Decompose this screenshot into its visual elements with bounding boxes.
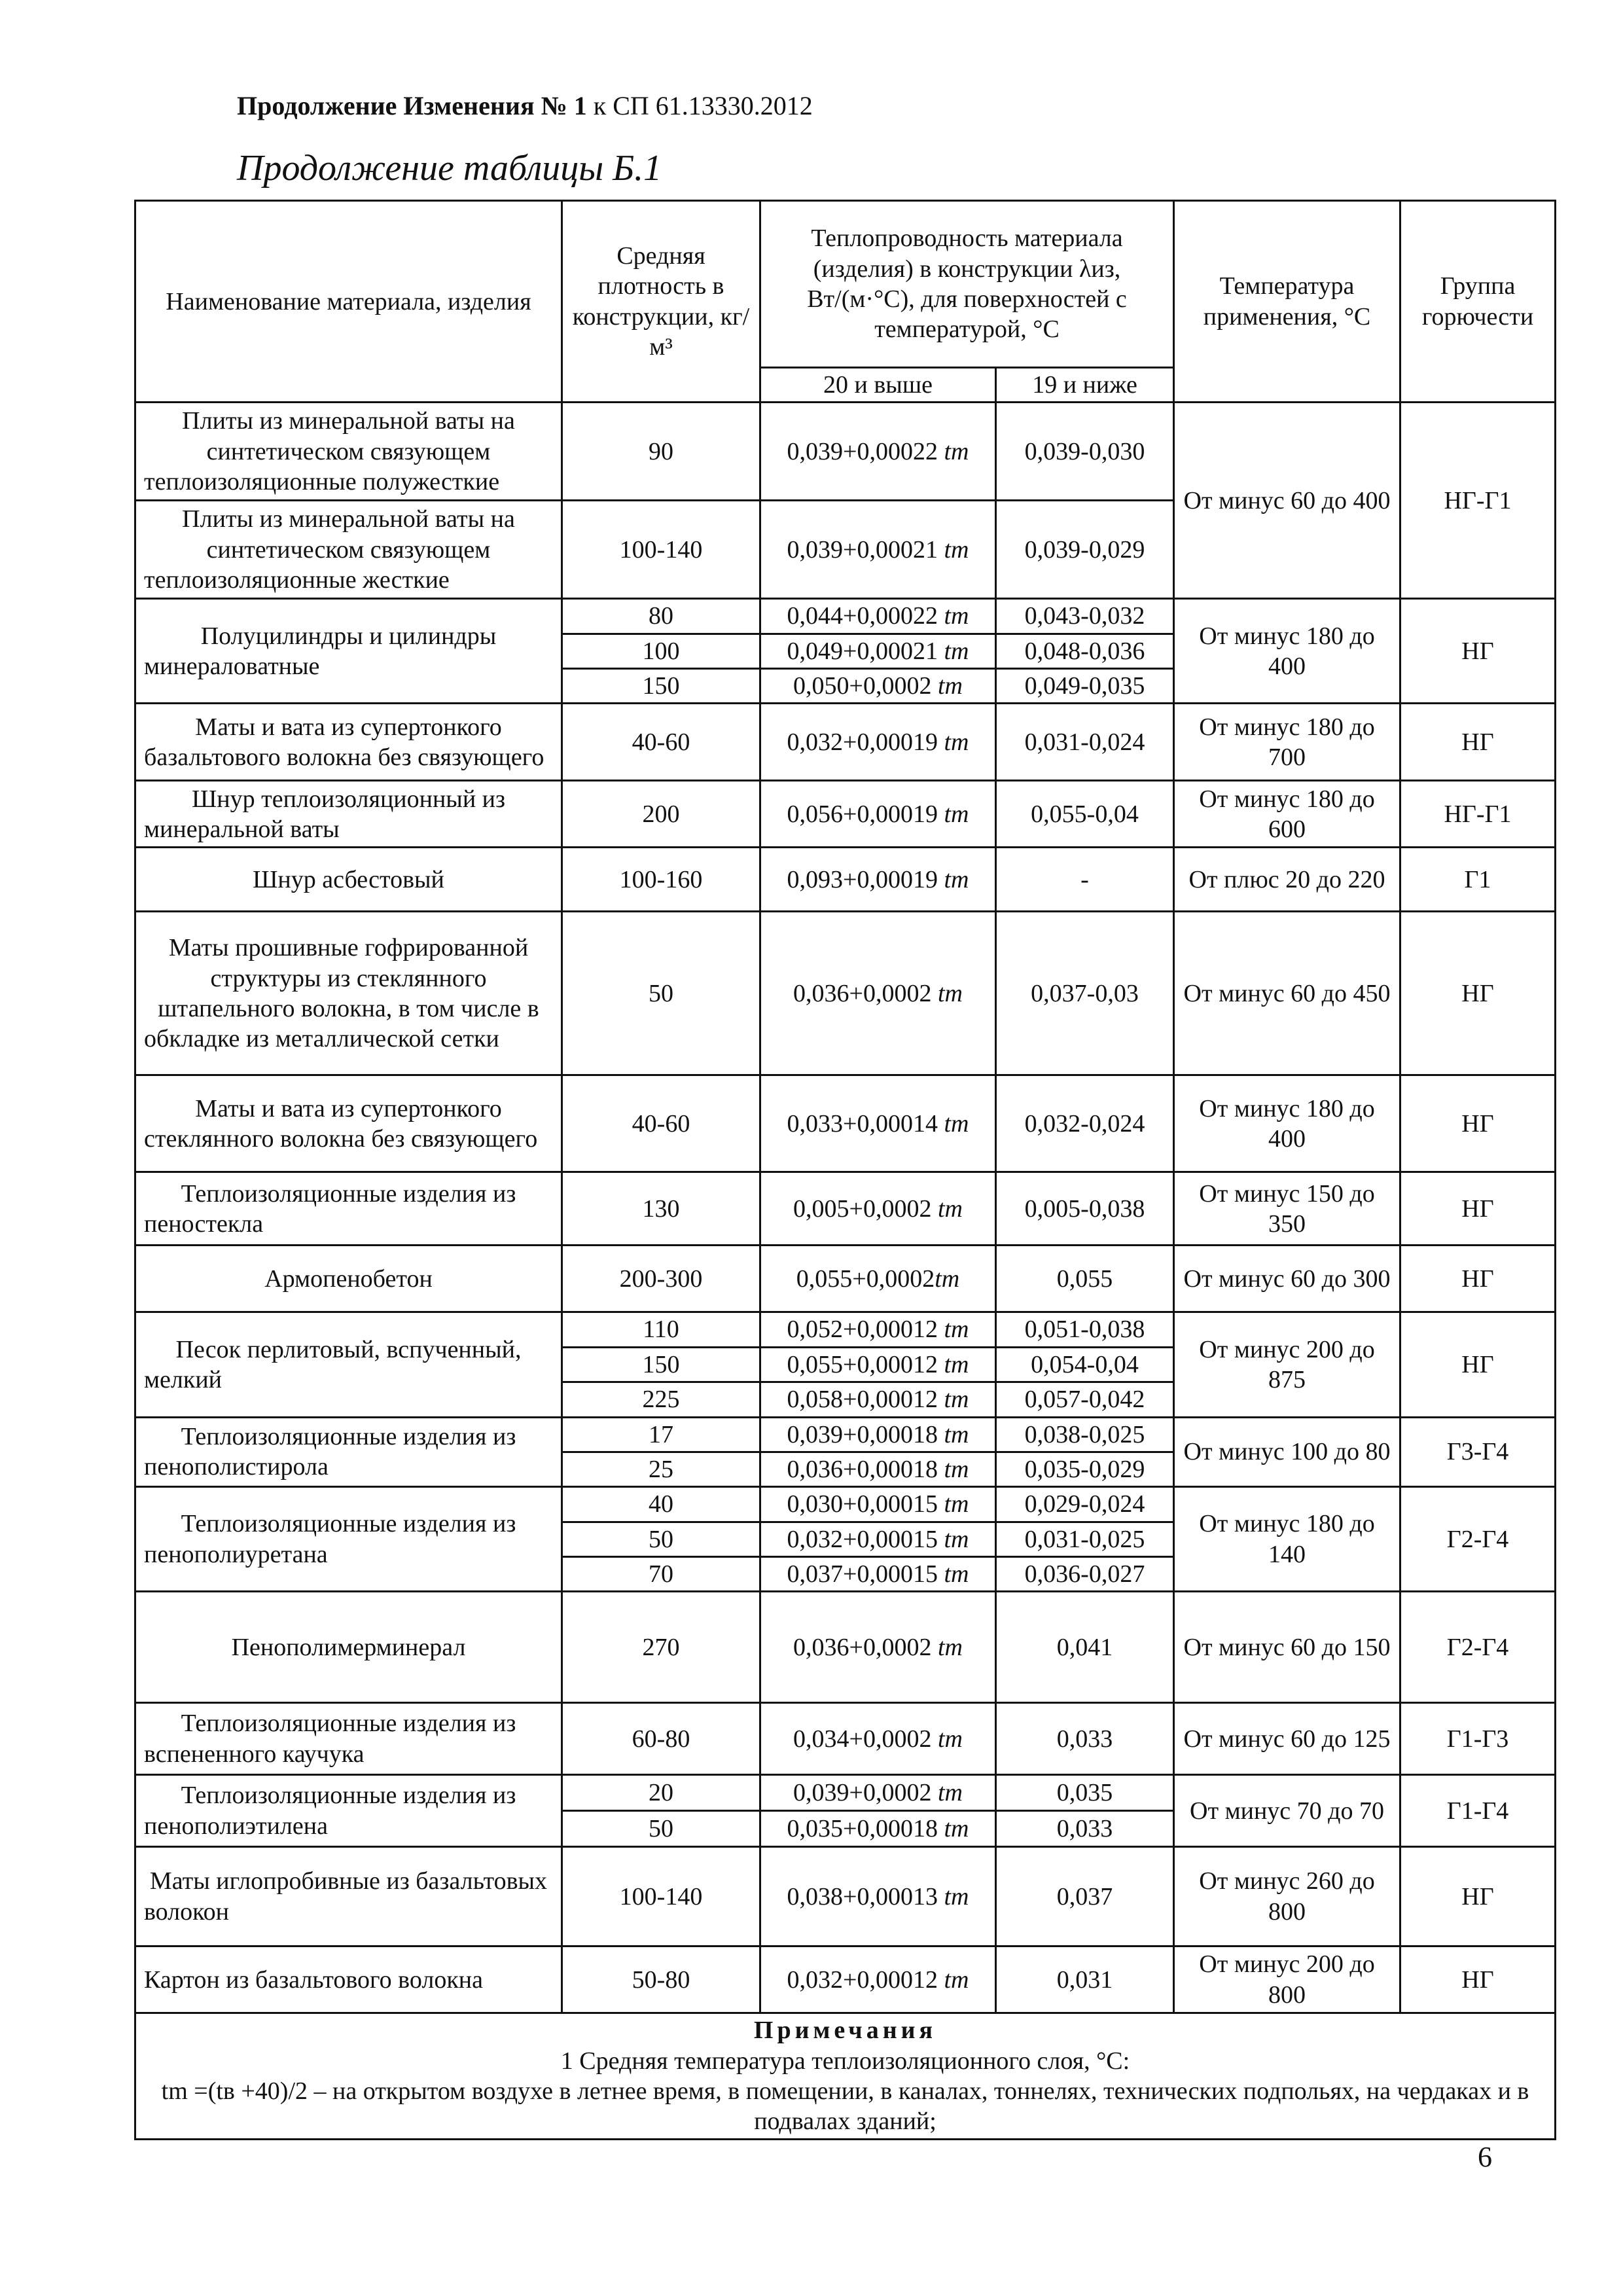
group-cell: Г2-Г4 [1400, 1592, 1556, 1703]
material-name-cell: Теплоизоляционные изделия из пенополиуретана [135, 1487, 562, 1592]
conductivity-high-cell [760, 403, 996, 501]
conductivity-high-cell [760, 1775, 996, 1811]
note-line-2: tm =(tв +40)/2 – на открытом воздухе в летнее время, в помещении, в каналах, тоннелях, технических подпольях, на чердаках и в подвалах зданий; [161, 2077, 1529, 2136]
header-rest: к СП 61.13330.2012 [586, 91, 813, 120]
tm-symbol: tm [937, 979, 963, 1007]
conductivity-high-cell [760, 1592, 996, 1703]
tm-symbol: tm [944, 728, 969, 756]
table-row [135, 1847, 1556, 1946]
material-name-cell: Пенополимерминерал [135, 1592, 562, 1703]
tm-symbol: tm [944, 602, 969, 630]
conductivity-low-cell: 0,035-0,029 [996, 1452, 1174, 1486]
group-cell: Г3-Г4 [1400, 1417, 1556, 1487]
conductivity-high-cell [760, 1811, 996, 1847]
conductivity-formula: 0,032+0,00012 [787, 1965, 944, 1994]
tm-symbol: tm [944, 637, 969, 665]
conductivity-low-cell: 0,031-0,025 [996, 1522, 1174, 1556]
table-row [135, 1312, 1556, 1347]
conductivity-high-cell [760, 1487, 996, 1522]
material-name-cell: Маты иглопробивные из базальтовых волокон [135, 1847, 562, 1946]
page-number: 6 [1478, 2141, 1492, 2173]
conductivity-high-cell [760, 704, 996, 781]
group-cell: НГ-Г1 [1400, 403, 1556, 599]
conductivity-low-cell: 0,043-0,032 [996, 599, 1174, 634]
group-cell: Г1-Г3 [1400, 1703, 1556, 1775]
table-row [135, 1775, 1556, 1811]
conductivity-formula: 0,036+0,00018 [787, 1455, 944, 1483]
col-header-temperature: Температура применения, °С [1174, 201, 1400, 403]
conductivity-formula: 0,034+0,0002 [793, 1725, 938, 1753]
conductivity-formula: 0,037+0,00015 [787, 1560, 944, 1588]
group-cell: НГ [1400, 1172, 1556, 1246]
group-cell: Г1 [1400, 848, 1556, 912]
table-row [135, 781, 1556, 848]
density-cell: 40-60 [562, 704, 760, 781]
conductivity-high-cell [760, 912, 996, 1075]
table-row [135, 1487, 1556, 1522]
tm-symbol: tm [944, 1455, 969, 1483]
material-name-cell: Теплоизоляционные изделия из пенополистирола [135, 1417, 562, 1487]
density-cell: 50 [562, 1811, 760, 1847]
density-cell: 25 [562, 1452, 760, 1486]
conductivity-high-cell [760, 1347, 996, 1382]
material-name-cell: Армопенобетон [135, 1246, 562, 1312]
group-cell: НГ [1400, 1246, 1556, 1312]
tm-symbol: tm [937, 1725, 963, 1753]
group-cell: НГ [1400, 599, 1556, 704]
conductivity-low-cell: 0,057-0,042 [996, 1382, 1174, 1417]
material-name-cell: Маты и вата из супертонкого стеклянного волокна без связующего [135, 1075, 562, 1172]
density-cell: 50 [562, 912, 760, 1075]
table-row [135, 403, 1556, 501]
table-row [135, 599, 1556, 634]
tm-symbol: tm [944, 1316, 969, 1344]
tm-symbol: tm [944, 1420, 969, 1448]
conductivity-high-cell [760, 1417, 996, 1452]
conductivity-high-cell [760, 1946, 996, 2013]
temperature-cell: От минус 180 до 400 [1174, 1075, 1400, 1172]
temperature-cell: От минус 150 до 350 [1174, 1172, 1400, 1246]
conductivity-high-cell [760, 1522, 996, 1556]
conductivity-formula: 0,032+0,00015 [787, 1525, 944, 1553]
temperature-cell: От плюс 20 до 220 [1174, 848, 1400, 912]
conductivity-formula: 0,035+0,00018 [787, 1815, 944, 1843]
conductivity-high-cell [760, 848, 996, 912]
conductivity-high-cell [760, 599, 996, 634]
tm-symbol: tm [937, 1779, 963, 1807]
material-name-cell: Теплоизоляционные изделия из пеностекла [135, 1172, 562, 1246]
material-name-cell: Песок перлитовый, вспученный, мелкий [135, 1312, 562, 1417]
table-row [135, 1592, 1556, 1703]
table-row [135, 1246, 1556, 1312]
note-line-1: 1 Средняя температура теплоизоляционного слоя, °С: [560, 2047, 1130, 2075]
tm-symbol: tm [944, 865, 969, 893]
conductivity-formula: 0,056+0,00019 [787, 800, 944, 828]
conductivity-formula: 0,044+0,00022 [787, 602, 944, 630]
conductivity-low-cell: 0,029-0,024 [996, 1487, 1174, 1522]
conductivity-formula: 0,049+0,00021 [787, 637, 944, 665]
conductivity-high-cell [760, 634, 996, 668]
conductivity-high-cell [760, 1556, 996, 1591]
conductivity-high-cell [760, 669, 996, 704]
tm-symbol: tm [944, 1965, 969, 1994]
col-header-density: Средняя плотность в конструкции, кг/м³ [562, 201, 760, 403]
conductivity-high-cell [760, 1847, 996, 1946]
group-cell: НГ-Г1 [1400, 781, 1556, 848]
density-cell: 130 [562, 1172, 760, 1246]
density-cell: 17 [562, 1417, 760, 1452]
conductivity-formula: 0,038+0,00013 [787, 1882, 944, 1910]
conductivity-high-cell [760, 1172, 996, 1246]
header-row [135, 201, 1556, 368]
density-cell: 100-160 [562, 848, 760, 912]
material-name-cell: Шнур теплоизоляционный из минеральной ваты [135, 781, 562, 848]
tm-symbol: tm [944, 1560, 969, 1588]
conductivity-formula: 0,050+0,0002 [793, 672, 938, 700]
conductivity-high-cell [760, 1246, 996, 1312]
density-cell: 110 [562, 1312, 760, 1347]
conductivity-low-cell: 0,033 [996, 1703, 1174, 1775]
table-continuation-title: Продолжение таблицы Б.1 [237, 148, 662, 188]
tm-symbol: tm [944, 1525, 969, 1553]
density-cell: 225 [562, 1382, 760, 1417]
conductivity-low-cell: 0,031 [996, 1946, 1174, 2013]
group-cell: НГ [1400, 1075, 1556, 1172]
temperature-cell: От минус 60 до 300 [1174, 1246, 1400, 1312]
conductivity-low-cell: 0,033 [996, 1811, 1174, 1847]
material-name-cell: Теплоизоляционные изделия из пенополиэтилена [135, 1775, 562, 1847]
notes-row [135, 2013, 1556, 2139]
notes-cell [135, 2013, 1556, 2139]
density-cell: 80 [562, 599, 760, 634]
group-cell: НГ [1400, 1847, 1556, 1946]
conductivity-low-cell: 0,048-0,036 [996, 634, 1174, 668]
col-header-name: Наименование материала, изделия [135, 201, 562, 403]
density-cell: 50 [562, 1522, 760, 1556]
material-name-cell: Плиты из минеральной ваты на синтетическом связующем теплоизоляционные полужесткие [135, 403, 562, 501]
material-name-cell: Полуцилиндры и цилиндры минераловатные [135, 599, 562, 704]
group-cell: НГ [1400, 912, 1556, 1075]
conductivity-formula: 0,052+0,00012 [787, 1316, 944, 1344]
conductivity-low-cell: 0,039-0,029 [996, 501, 1174, 599]
conductivity-formula: 0,039+0,00021 [787, 535, 944, 564]
tm-symbol: tm [944, 1490, 969, 1518]
conductivity-low-cell: 0,041 [996, 1592, 1174, 1703]
density-cell: 100-140 [562, 1847, 760, 1946]
tm-symbol: tm [944, 1882, 969, 1910]
density-cell: 150 [562, 669, 760, 704]
materials-table [134, 200, 1556, 2140]
table-row [135, 1703, 1556, 1775]
conductivity-low-cell: 0,039-0,030 [996, 403, 1174, 501]
conductivity-formula: 0,055+0,0002 [796, 1265, 935, 1293]
density-cell: 70 [562, 1556, 760, 1591]
temperature-cell: От минус 180 до 400 [1174, 599, 1400, 704]
material-name-cell: Теплоизоляционные изделия из вспененного каучука [135, 1703, 562, 1775]
density-cell: 100-140 [562, 501, 760, 599]
conductivity-formula: 0,058+0,00012 [787, 1386, 944, 1414]
group-cell: НГ [1400, 704, 1556, 781]
material-name-cell: Картон из базальтового волокна [135, 1946, 562, 2013]
conductivity-low-cell: 0,035 [996, 1775, 1174, 1811]
conductivity-low-cell: 0,031-0,024 [996, 704, 1174, 781]
tm-symbol: tm [944, 1386, 969, 1414]
col-header-conductivity: Теплопроводность материала (изделия) в конструкции λиз, Вт/(м·°С), для поверхностей с температурой, °С [760, 201, 1174, 368]
density-cell: 100 [562, 634, 760, 668]
conductivity-high-cell [760, 781, 996, 848]
conductivity-formula: 0,032+0,00019 [787, 728, 944, 756]
tm-symbol: tm [937, 672, 963, 700]
col-header-cond-low: 19 и ниже [996, 368, 1174, 403]
temperature-cell: От минус 200 до 800 [1174, 1946, 1400, 2013]
temperature-cell: От минус 60 до 125 [1174, 1703, 1400, 1775]
temperature-cell: От минус 200 до 875 [1174, 1312, 1400, 1417]
temperature-cell: От минус 60 до 150 [1174, 1592, 1400, 1703]
tm-symbol: tm [944, 1350, 969, 1378]
density-cell: 270 [562, 1592, 760, 1703]
temperature-cell: От минус 180 до 140 [1174, 1487, 1400, 1592]
material-name-cell: Плиты из минеральной ваты на синтетическом связующем теплоизоляционные жесткие [135, 501, 562, 599]
conductivity-formula: 0,005+0,0002 [793, 1194, 938, 1223]
header-bold: Продолжение Изменения № 1 [237, 91, 587, 120]
conductivity-low-cell: 0,037-0,03 [996, 912, 1174, 1075]
density-cell: 90 [562, 403, 760, 501]
notes-title: Примечания [753, 2017, 937, 2045]
table-row [135, 1946, 1556, 2013]
conductivity-formula: 0,039+0,0002 [793, 1779, 938, 1807]
table-row [135, 1417, 1556, 1452]
conductivity-low-cell: 0,055-0,04 [996, 781, 1174, 848]
table-row [135, 912, 1556, 1075]
density-cell: 150 [562, 1347, 760, 1382]
group-cell: Г2-Г4 [1400, 1487, 1556, 1592]
conductivity-formula: 0,093+0,00019 [787, 865, 944, 893]
tm-symbol: tm [937, 1194, 963, 1223]
density-cell: 50-80 [562, 1946, 760, 2013]
table-row [135, 1075, 1556, 1172]
conductivity-low-cell: 0,037 [996, 1847, 1174, 1946]
material-name-cell: Шнур асбестовый [135, 848, 562, 912]
conductivity-high-cell [760, 501, 996, 599]
col-header-group: Группа горючести [1400, 201, 1556, 403]
tm-symbol: tm [944, 800, 969, 828]
conductivity-formula: 0,033+0,00014 [787, 1109, 944, 1138]
conductivity-low-cell: 0,032-0,024 [996, 1075, 1174, 1172]
material-name-cell: Маты и вата из супертонкого базальтового волокна без связующего [135, 704, 562, 781]
density-cell: 200-300 [562, 1246, 760, 1312]
conductivity-formula: 0,039+0,00018 [787, 1420, 944, 1448]
conductivity-low-cell: 0,051-0,038 [996, 1312, 1174, 1347]
col-header-cond-high: 20 и выше [760, 368, 996, 403]
tm-symbol: tm [935, 1265, 960, 1293]
tm-symbol: tm [944, 535, 969, 564]
temperature-cell: От минус 180 до 600 [1174, 781, 1400, 848]
density-cell: 40-60 [562, 1075, 760, 1172]
tm-symbol: tm [944, 437, 969, 465]
temperature-cell: От минус 60 до 400 [1174, 403, 1400, 599]
group-cell: НГ [1400, 1946, 1556, 2013]
density-cell: 60-80 [562, 1703, 760, 1775]
conductivity-high-cell [760, 1075, 996, 1172]
temperature-cell: От минус 260 до 800 [1174, 1847, 1400, 1946]
conductivity-low-cell: 0,049-0,035 [996, 669, 1174, 704]
conductivity-formula: 0,036+0,0002 [793, 1633, 938, 1661]
temperature-cell: От минус 60 до 450 [1174, 912, 1400, 1075]
density-cell: 40 [562, 1487, 760, 1522]
density-cell: 20 [562, 1775, 760, 1811]
conductivity-low-cell: 0,036-0,027 [996, 1556, 1174, 1591]
conductivity-formula: 0,055+0,00012 [787, 1350, 944, 1378]
density-cell: 200 [562, 781, 760, 848]
temperature-cell: От минус 180 до 700 [1174, 704, 1400, 781]
table-row [135, 848, 1556, 912]
conductivity-low-cell: 0,038-0,025 [996, 1417, 1174, 1452]
conductivity-high-cell [760, 1703, 996, 1775]
tm-symbol: tm [944, 1109, 969, 1138]
conductivity-formula: 0,039+0,00022 [787, 437, 944, 465]
conductivity-high-cell [760, 1312, 996, 1347]
tm-symbol: tm [944, 1815, 969, 1843]
conductivity-formula: 0,036+0,0002 [793, 979, 938, 1007]
table-body [135, 201, 1556, 2140]
temperature-cell: От минус 100 до 80 [1174, 1417, 1400, 1487]
conductivity-low-cell: 0,055 [996, 1246, 1174, 1312]
table-row [135, 704, 1556, 781]
temperature-cell: От минус 70 до 70 [1174, 1775, 1400, 1847]
conductivity-high-cell [760, 1382, 996, 1417]
table-row [135, 1172, 1556, 1246]
tm-symbol: tm [937, 1633, 963, 1661]
conductivity-formula: 0,030+0,00015 [787, 1490, 944, 1518]
group-cell: Г1-Г4 [1400, 1775, 1556, 1847]
conductivity-high-cell [760, 1452, 996, 1486]
conductivity-low-cell: - [996, 848, 1174, 912]
document-header [237, 90, 813, 121]
conductivity-low-cell: 0,005-0,038 [996, 1172, 1174, 1246]
group-cell: НГ [1400, 1312, 1556, 1417]
conductivity-low-cell: 0,054-0,04 [996, 1347, 1174, 1382]
material-name-cell: Маты прошивные гофрированной структуры из стеклянного штапельного волокна, в том числе в обкладке из металлической сетки [135, 912, 562, 1075]
